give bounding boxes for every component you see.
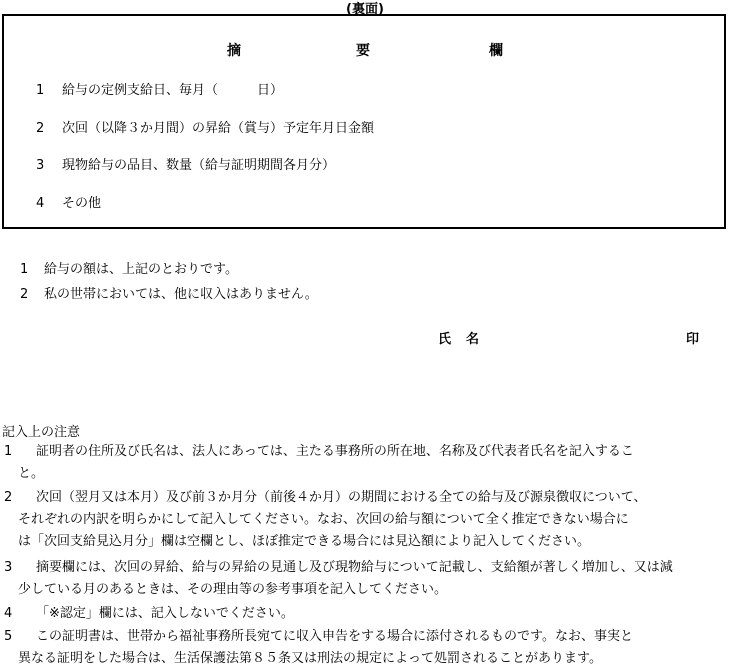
summary-item-number: 2 [36, 121, 45, 136]
declaration-item [20, 283, 318, 302]
summary-heading-char-2: 要 [356, 43, 370, 59]
summary-item-number: 4 [36, 196, 45, 211]
page-header: (裏面) [346, 2, 384, 17]
declaration-number: 1 [20, 262, 29, 277]
summary-item-text: その他 [62, 196, 102, 211]
note-line: それぞれの内訳を明らかにして記入してください。なお、次回の給与額について全く推定できない場合に [18, 512, 629, 527]
note-number: 3 [4, 560, 13, 575]
note-number: 4 [4, 606, 13, 621]
note-number: 1 [4, 444, 13, 459]
note-line: この証明書は、世帯から福祉事務所長宛てに収入申告をする場合に添付されるものです。なお、事実と [36, 629, 633, 644]
summary-item-text: 給与の定例支給日、毎月（ 日） [62, 83, 284, 98]
summary-item [36, 192, 101, 211]
summary-heading-char-3: 欄 [489, 43, 503, 59]
summary-heading-char-1: 摘 [227, 43, 241, 59]
note-line: 証明者の住所及び氏名は、法人にあっては、主たる事務所の所在地、名称及び代表者氏名を記入するこ [36, 444, 634, 459]
note-line: 異なる証明をした場合は、生活保護法第８５条又は刑法の規定によって処罰されることがあります。 [18, 651, 602, 666]
note-item [4, 603, 294, 625]
seal-label: 印 [686, 332, 700, 347]
declaration-number: 2 [20, 287, 29, 302]
note-item [4, 626, 633, 670]
note-line: 次回（翌月又は本月）及び前３か月分（前後４か月）の期間における全ての給与及び源泉徴収について、 [36, 490, 647, 505]
note-item [4, 557, 673, 601]
summary-item-number: 3 [36, 158, 45, 173]
note-line: 摘要欄には、次回の昇給、給与の昇給の見通し及び現物給与について記載し、支給額が著しく増加し、又は減 [36, 560, 673, 575]
summary-item [36, 79, 283, 98]
summary-item [36, 117, 374, 136]
note-line: は「次回支給見込月分」欄は空欄とし、ほぼ推定できる場合には見込額により記入してください。 [18, 534, 591, 549]
note-line: と。 [18, 466, 45, 481]
note-item [4, 487, 646, 553]
note-number: 5 [4, 629, 13, 644]
notes-title: 記入上の注意 [2, 425, 81, 440]
note-line: 少している月のあるときは、その理由等の参考事項を記入してください。 [18, 582, 448, 597]
note-number: 2 [4, 490, 13, 505]
summary-item-text: 現物給与の品目、数量（給与証明期間各月分） [62, 158, 336, 173]
summary-item-number: 1 [36, 83, 45, 98]
declaration-text: 私の世帯においては、他に収入はありません。 [44, 287, 318, 302]
note-line: 「※認定」欄には、記入しないでください。 [36, 606, 294, 621]
signature-name-label-2: 名 [466, 332, 480, 347]
signature-name-label-1: 氏 [438, 332, 452, 347]
summary-item-text: 次回（以降３か月間）の昇給（賞与）予定年月日金額 [62, 121, 375, 136]
declaration-text: 給与の額は、上記のとおりです。 [44, 262, 238, 277]
declaration-item [20, 258, 238, 277]
note-item [4, 441, 634, 485]
summary-item [36, 154, 335, 173]
